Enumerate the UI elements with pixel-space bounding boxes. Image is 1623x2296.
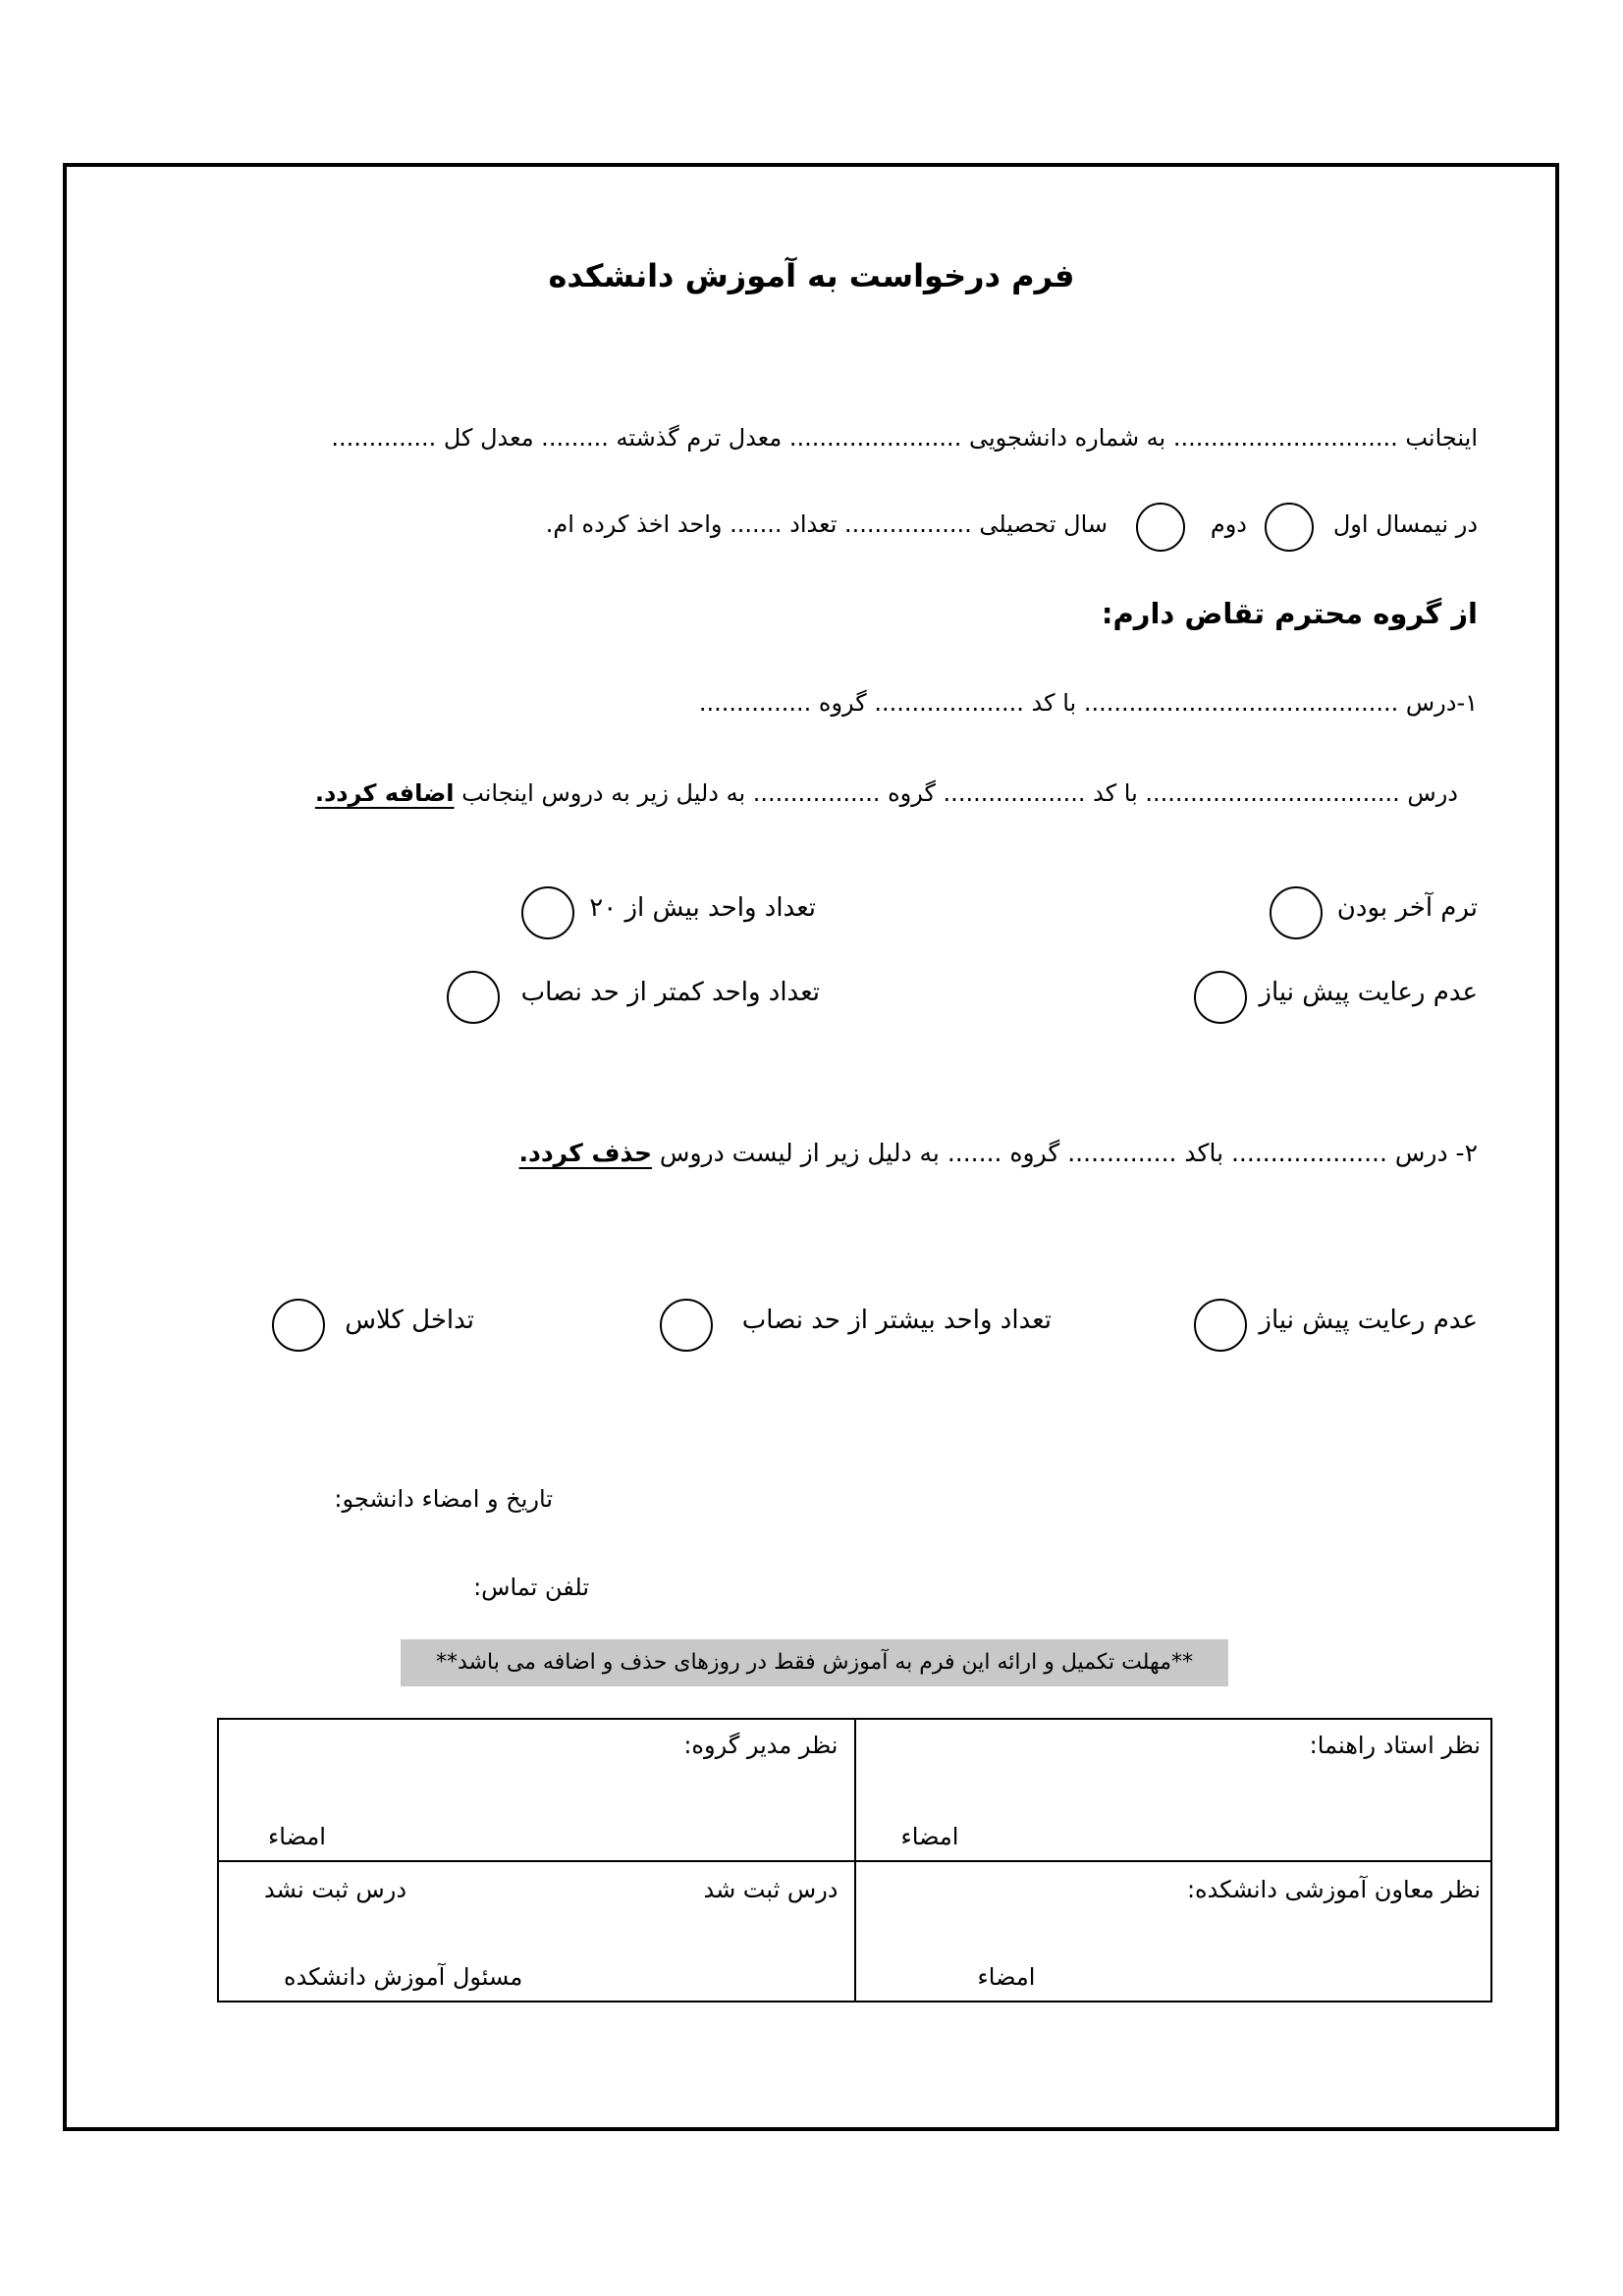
request-heading: از گروه محترم تقاض دارم: [1101, 597, 1478, 630]
drop-option-conflict-label: تداخل کلاس [345, 1306, 474, 1335]
deputy-approval-label: نظر معاون آموزشی دانشکده: [1186, 1876, 1481, 1903]
drop-option-conflict-checkbox[interactable] [272, 1299, 325, 1352]
semester-label: در نیمسال اول [1332, 510, 1478, 538]
add-option-prereq-checkbox[interactable] [1194, 971, 1247, 1024]
registered-label: درس ثبت شد [703, 1876, 839, 1903]
drop-emphasis: حذف کردد. [518, 1139, 652, 1167]
deputy-approval-cell [855, 1861, 1492, 2002]
drop-option-prereq-checkbox[interactable] [1194, 1299, 1247, 1352]
advisor-approval-label: نظر استاد راهنما: [1309, 1732, 1481, 1759]
drop-option-prereq-label: عدم رعایت پیش نیاز [1259, 1306, 1478, 1335]
not-registered-label: درس ثبت نشد [264, 1876, 407, 1903]
head-sign-label: امضاء [268, 1823, 326, 1850]
add-course-line-1: ۱-درس .......................................... با کد .................... گروه ............... [698, 689, 1478, 717]
add-option-prereq-label: عدم رعایت پیش نیاز [1259, 978, 1478, 1007]
phone-label: تلفن تماس: [473, 1574, 589, 1601]
deadline-note: **مهلت تکمیل و ارائه این فرم به آموزش فقط در روزهای حذف و اضافه می باشد** [401, 1639, 1228, 1686]
semester-second-checkbox[interactable] [1136, 503, 1185, 552]
approvals-table [217, 1718, 1492, 2002]
add-option-last-term-checkbox[interactable] [1270, 886, 1323, 939]
add-option-below-min-label: تعداد واحد کمتر از حد نصاب [520, 978, 820, 1007]
semester-first-checkbox[interactable] [1265, 503, 1314, 552]
add-option-over-20-label: تعداد واحد بیش از ۲۰ [589, 893, 816, 923]
head-approval-cell [218, 1719, 855, 1861]
add-option-below-min-checkbox[interactable] [447, 971, 500, 1024]
drop-option-over-max-checkbox[interactable] [660, 1299, 713, 1352]
advisor-approval-cell [855, 1719, 1492, 1861]
add-option-last-term-label: ترم آخر بودن [1336, 893, 1478, 923]
student-signature-label: تاریخ و امضاء دانشجو: [334, 1485, 553, 1513]
registration-cell [218, 1861, 855, 2002]
deputy-sign-label: امضاء [977, 1963, 1036, 1991]
year-units-line: سال تحصیلی ................. تعداد ....... واحد اخذ کرده ام. [545, 510, 1108, 538]
add-course-line-2-text: درس .................................. با کد ................... گروه ................. به دلیل زیر به دروس اینجانب [461, 779, 1458, 807]
officer-label: مسئول آموزش دانشکده [284, 1963, 523, 1991]
head-approval-label: نظر مدیر گروه: [683, 1732, 839, 1759]
student-info-line: اینجانب .............................. به شماره دانشجویی ....................... معدل ترم گذشته ......... معدل کل .............. [331, 424, 1478, 452]
add-emphasis: اضافه کردد. [314, 779, 455, 807]
advisor-sign-label: امضاء [900, 1823, 959, 1850]
drop-course-line-text: ۲- درس .................... باکد .............. گروه ....... به دلیل زیر از لیست دروس [659, 1139, 1478, 1167]
add-option-over-20-checkbox[interactable] [521, 886, 574, 939]
add-course-line-2 [315, 779, 1458, 807]
semester-second-label: دوم [1210, 510, 1247, 538]
drop-course-line [519, 1139, 1478, 1167]
drop-option-over-max-label: تعداد واحد بیشتر از حد نصاب [741, 1306, 1052, 1335]
form-title: فرم درخواست به آموزش دانشکده [548, 257, 1075, 294]
